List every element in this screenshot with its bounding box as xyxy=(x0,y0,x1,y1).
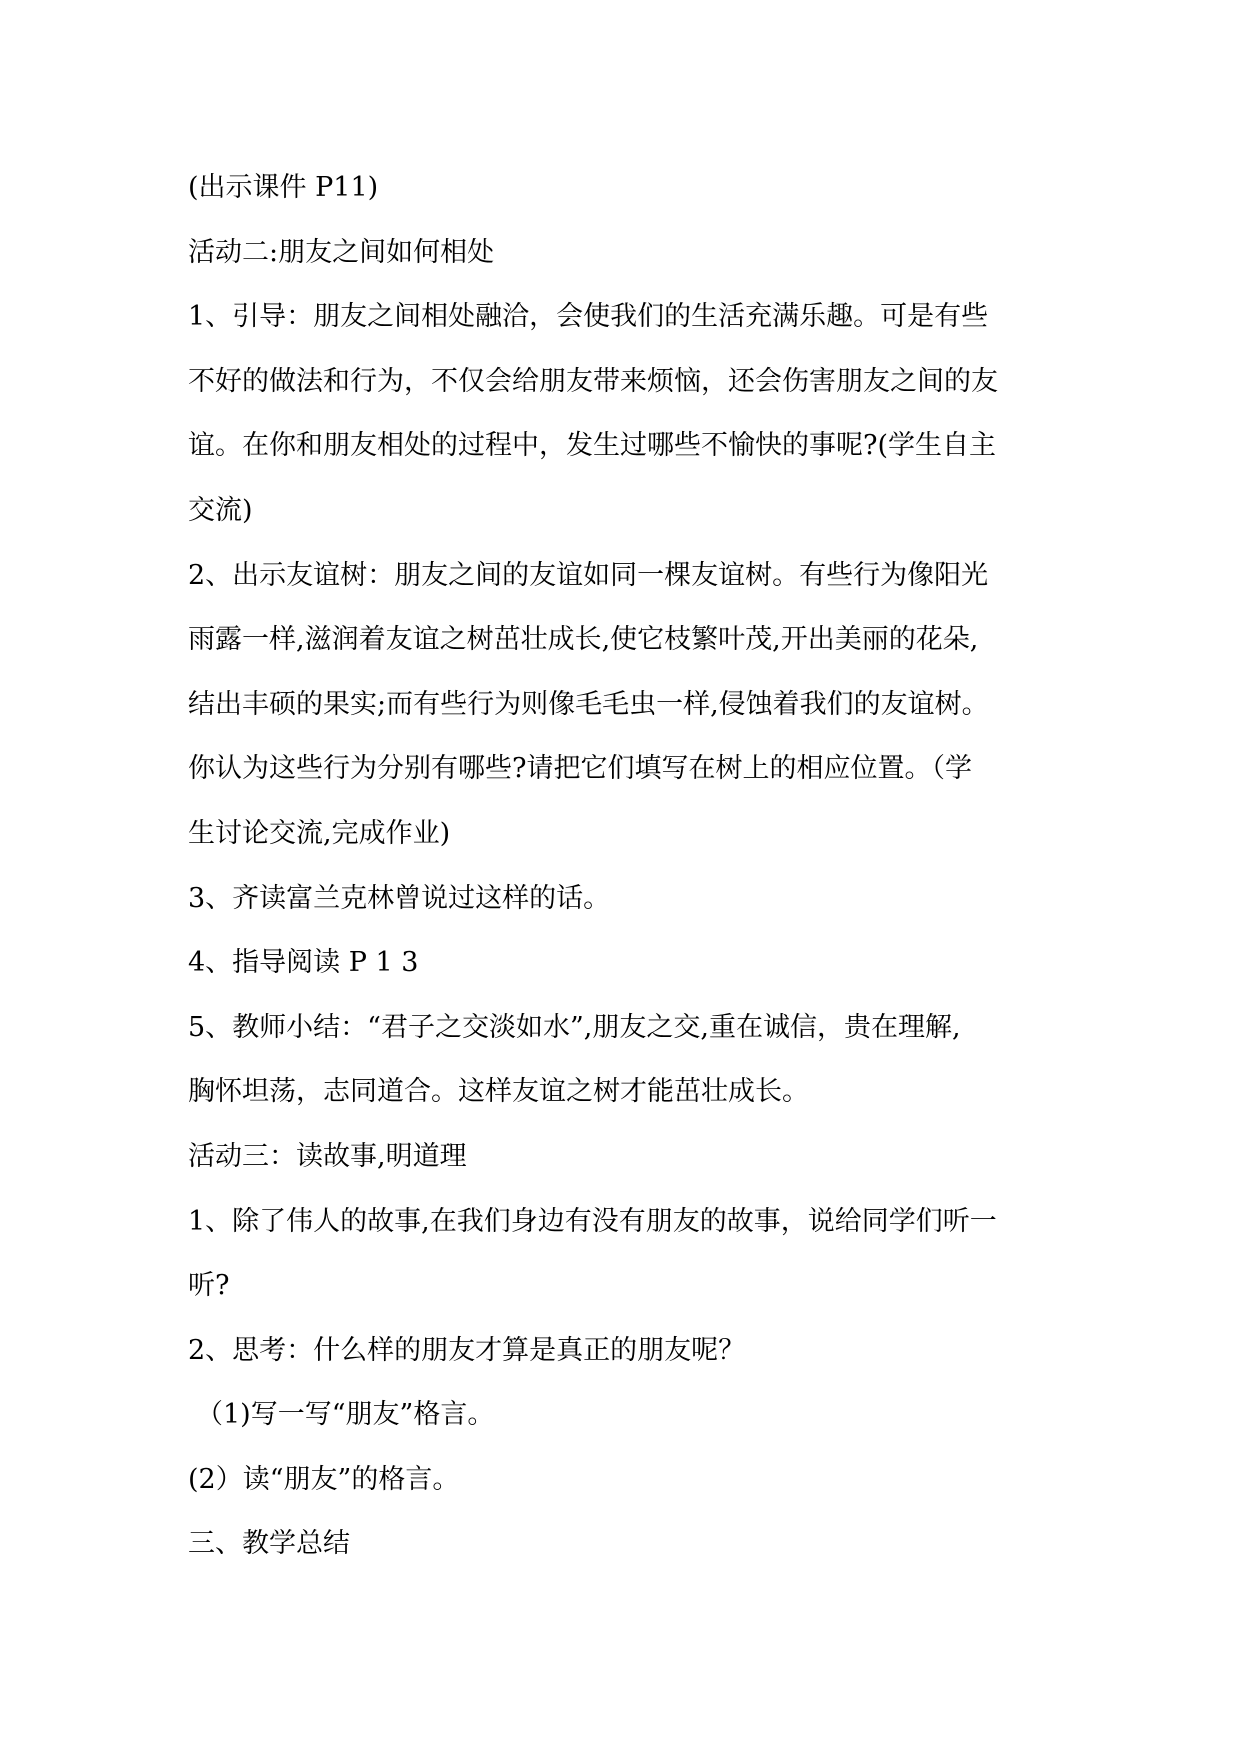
text-line-9: 结出丰硕的果实;而有些行为则像毛毛虫一样,侵蚀着我们的友谊树。 xyxy=(188,688,989,720)
section-heading-activity-3: 活动三：读故事,明道理 xyxy=(188,1140,467,1172)
text-line-20: （1)写一写“朋友”格言。 xyxy=(196,1399,495,1431)
text-line-4: 不好的做法和行为，不仅会给朋友带来烦恼，还会伤害朋友之间的友 xyxy=(188,365,998,397)
section-heading-activity-2: 活动二:朋友之间如何相处 xyxy=(188,236,495,268)
text-line-11: 生讨论交流,完成作业) xyxy=(188,817,451,849)
text-line-10: 你认为这些行为分别有哪些?请把它们填写在树上的相应位置。（学 xyxy=(188,753,972,785)
text-line-21: (2）读“朋友”的格言。 xyxy=(188,1463,460,1495)
text-line-1: (出示课件 P11) xyxy=(188,172,379,203)
text-line-17: 1、除了伟人的故事,在我们身边有没有朋友的故事，说给同学们听一 xyxy=(188,1205,997,1237)
text-line-18: 听? xyxy=(188,1270,230,1302)
text-line-19: 2、思考：什么样的朋友才算是真正的朋友呢？ xyxy=(188,1334,746,1366)
text-line-15: 胸怀坦荡，志同道合。这样友谊之树才能茁壮成长。 xyxy=(188,1076,809,1108)
text-line-8: 雨露一样,滋润着友谊之树茁壮成长,使它枝繁叶茂,开出美丽的花朵, xyxy=(188,624,979,656)
section-heading-summary: 三、教学总结 xyxy=(188,1528,350,1560)
text-line-6: 交流) xyxy=(188,494,253,526)
document-body xyxy=(188,156,1068,1577)
text-line-13: 4、指导阅读 P 1 3 xyxy=(188,947,419,979)
text-line-5: 谊。在你和朋友相处的过程中，发生过哪些不愉快的事呢?(学生自主 xyxy=(188,430,997,462)
text-line-12: 3、齐读富兰克林曾说过这样的话。 xyxy=(188,882,611,914)
text-line-3: 1、引导：朋友之间相处融洽，会使我们的生活充满乐趣。可是有些 xyxy=(188,301,989,333)
text-line-14: 5、教师小结：“君子之交淡如水”,朋友之交,重在诚信，贵在理解, xyxy=(188,1011,961,1043)
text-line-7: 2、出示友谊树：朋友之间的友谊如同一棵友谊树。有些行为像阳光 xyxy=(188,559,989,591)
